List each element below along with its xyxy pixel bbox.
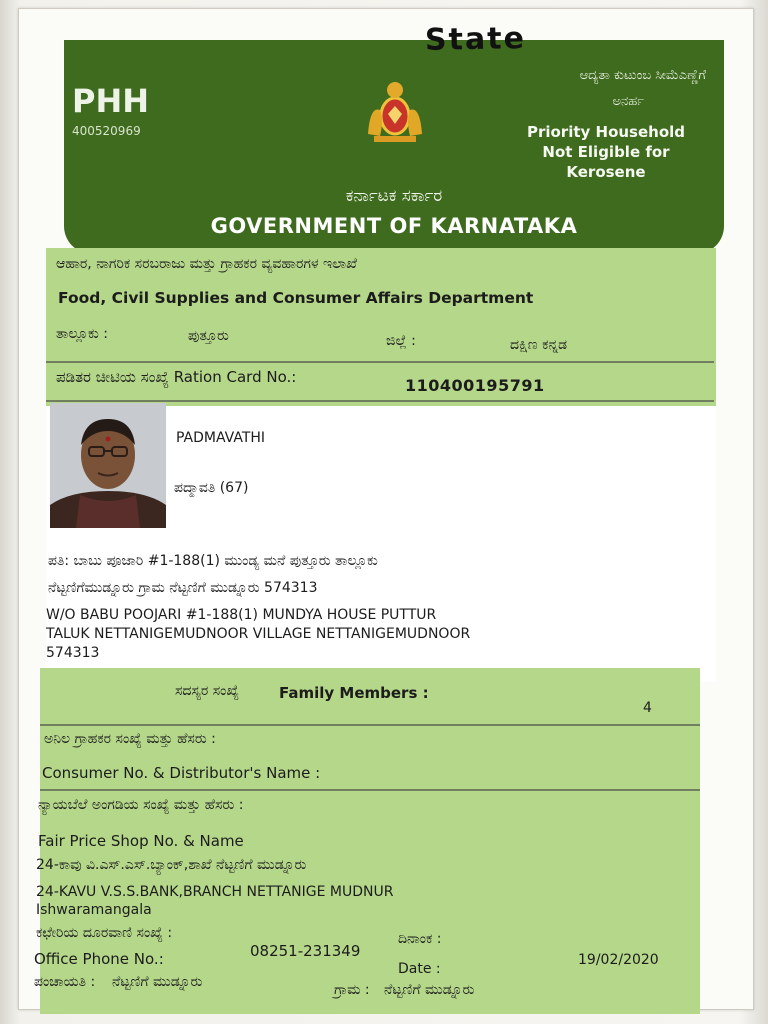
address-kannada-line-1: ಪತಿ: ಬಾಬು ಪೂಜಾರಿ #1-188(1) ಮುಂಡ್ಯ ಮನೆ ಪುತ್ತೂರು ತಾಲ್ಲೂಕು bbox=[48, 553, 378, 569]
office-phone-number: 08251-231349 bbox=[250, 942, 361, 960]
handwritten-note: State bbox=[424, 21, 527, 58]
district-label: ಜಿಲ್ಲೆ : bbox=[386, 333, 416, 349]
family-members-label: Family Members : bbox=[279, 684, 429, 702]
divider bbox=[40, 789, 700, 791]
address-kannada-line-2: ನೆಟ್ಟಣಿಗೆಮುಡ್ನೂರು ಗ್ರಾಮ ನೆಟ್ಟಣಿಗೆ ಮುಡ್ನೂರು 574313 bbox=[48, 580, 318, 596]
office-phone-label: Office Phone No.: bbox=[34, 950, 164, 968]
department-english: Food, Civil Supplies and Consumer Affairs Department bbox=[58, 289, 534, 307]
ration-card-number: 110400195791 bbox=[405, 376, 545, 395]
consumer-label: Consumer No. & Distributor's Name : bbox=[42, 764, 321, 782]
state-emblem-icon bbox=[360, 76, 430, 148]
priority-line-1: Priority Household bbox=[526, 123, 686, 141]
village-label: ಗ್ರಾಮ : bbox=[334, 982, 370, 998]
consumer-label-kannada: ಅನಿಲ ಗ್ರಾಹಕರ ಸಂಖ್ಯೆ ಮತ್ತು ಹೆಸರು : bbox=[44, 731, 216, 747]
priority-line-2: Not Eligible for bbox=[542, 143, 670, 161]
date-value: 19/02/2020 bbox=[578, 952, 659, 968]
address-english-line-1: W/O BABU POOJARI #1-188(1) MUNDYA HOUSE PUTTUR bbox=[46, 607, 437, 623]
priority-household-label bbox=[506, 122, 706, 182]
priority-line-3: Kerosene bbox=[566, 163, 646, 181]
fair-price-shop-location: Ishwaramangala bbox=[36, 902, 152, 918]
category-number: 400520969 bbox=[72, 124, 141, 138]
fair-price-shop-name: 24-KAVU V.S.S.BANK,BRANCH NETTANIGE MUDNUR bbox=[36, 884, 394, 900]
address-english-line-3: 574313 bbox=[46, 645, 100, 661]
taluk-value: ಪುತ್ತೂರು bbox=[188, 328, 229, 344]
village-value: ನೆಟ್ಟಣಿಗೆ ಮುಡ್ನೂರು bbox=[384, 982, 475, 998]
family-members-count: 4 bbox=[643, 700, 652, 716]
government-title: GOVERNMENT OF KARNATAKA bbox=[210, 214, 578, 238]
category-label: PHH bbox=[72, 82, 150, 120]
panchayat-value: ನೆಟ್ಟಣಿಗೆ ಮುಡ್ನೂರು bbox=[112, 974, 203, 990]
date-label-kannada: ದಿನಾಂಕ : bbox=[398, 931, 442, 947]
office-phone-label-kannada: ಕಛೇರಿಯ ದೂರವಾಣಿ ಸಂಖ್ಯೆ : bbox=[36, 925, 173, 941]
fair-price-shop-label-kannada: ನ್ಯಾಯಬೆಲೆ ಅಂಗಡಿಯ ಸಂಖ್ಯೆ ಮತ್ತು ಹೆಸರು : bbox=[38, 797, 244, 813]
divider bbox=[46, 361, 714, 363]
panchayat-label: ಪಂಚಾಯತಿ : bbox=[34, 974, 96, 990]
government-title-kannada: ಕರ್ನಾಟಕ ಸರ್ಕಾರ bbox=[345, 186, 443, 206]
card-header bbox=[64, 40, 724, 254]
department-kannada: ಆಹಾರ, ನಾಗರಿಕ ಸರಬರಾಜು ಮತ್ತು ಗ್ರಾಹಕರ ವ್ಯವಹಾರಗಳ ಇಲಾಖೆ bbox=[56, 256, 357, 272]
priority-label-kannada: ಆದ್ಯತಾ ಕುಟುಂಬ ಸೀಮೆಎಣ್ಣೆಗೆ bbox=[579, 68, 706, 83]
not-eligible-label-kannada: ಅನರ್ಹ bbox=[612, 94, 644, 109]
taluk-label: ತಾಲ್ಲೂಕು : bbox=[56, 326, 108, 342]
district-value: ದಕ್ಷಿಣ ಕನ್ನಡ bbox=[510, 337, 568, 353]
divider bbox=[46, 400, 714, 402]
holder-name-kannada: ಪದ್ಮಾವತಿ (67) bbox=[174, 480, 249, 496]
person-photo-icon bbox=[50, 403, 166, 528]
date-label: Date : bbox=[398, 961, 441, 977]
address-english-line-2: TALUK NETTANIGEMUDNOOR VILLAGE NETTANIGEMUDNOOR bbox=[46, 626, 471, 642]
fair-price-shop-kannada: 24-ಕಾವು ವಿ.ಎಸ್.ಎಸ್.ಬ್ಯಾಂಕ್,ಶಾಖೆ ನೆಟ್ಟಣಿಗೆ ಮುಡ್ನೂರು bbox=[36, 857, 307, 873]
holder-photo bbox=[50, 403, 166, 528]
ration-card-label: ಪಡಿತರ ಚೀಟಿಯ ಸಂಖ್ಯೆ Ration Card No.: bbox=[56, 368, 297, 386]
family-label-kannada: ಸದಸ್ಯರ ಸಂಖ್ಯೆ bbox=[175, 683, 240, 699]
holder-name: PADMAVATHI bbox=[176, 430, 266, 446]
divider bbox=[40, 724, 700, 726]
fair-price-shop-label: Fair Price Shop No. & Name bbox=[38, 832, 244, 850]
